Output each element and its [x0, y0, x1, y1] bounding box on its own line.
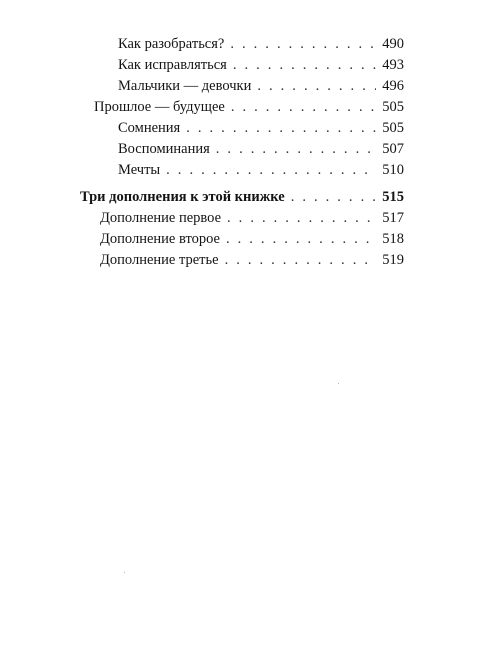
toc-entry-page-number: 505: [382, 120, 404, 136]
toc-entry-vospominaniya: [118, 139, 404, 159]
toc-entry-dopolnenie-trete: [100, 250, 404, 270]
toc-entry-page-number: 507: [382, 141, 404, 157]
toc-entry-page-number: 505: [382, 99, 404, 115]
toc-entry-mechty: [118, 160, 404, 180]
toc-section-title: Три дополнения к этой книжке: [80, 189, 285, 205]
toc-entry-malchiki-devochki: [118, 76, 404, 96]
toc-entry-page-number: 517: [382, 210, 404, 226]
dot-leader: [291, 187, 376, 207]
dot-leader: [226, 229, 376, 249]
toc-entry-title: Воспоминания: [118, 141, 210, 157]
toc-entry-proshloe-budushchee: [94, 97, 404, 117]
dot-leader: [231, 97, 376, 117]
dot-leader: [166, 160, 376, 180]
toc-entry-dopolnenie-vtoroe: [100, 229, 404, 249]
toc-entry-title: Дополнение второе: [100, 231, 220, 247]
toc-entry-title: Как разобраться?: [118, 36, 225, 52]
dot-leader: [186, 118, 376, 138]
toc-entry-title: Сомнения: [118, 120, 181, 136]
dot-leader: [230, 34, 376, 54]
toc-entry-page-number: 510: [382, 162, 404, 178]
paper-speck: [124, 572, 125, 573]
toc-entry-title: Прошлое — будущее: [94, 99, 225, 115]
toc-entry-kak-razobratsya: [118, 34, 404, 54]
toc-section-page-number: 515: [382, 189, 404, 205]
paper-speck: [338, 383, 339, 384]
toc-entry-title: Мечты: [118, 162, 161, 178]
dot-leader: [227, 208, 376, 228]
toc-entry-title: Мальчики — девочки: [118, 78, 252, 94]
dot-leader: [225, 250, 376, 270]
toc-entry-page-number: 496: [382, 78, 404, 94]
toc-entry-page-number: 518: [382, 231, 404, 247]
toc-entry-page-number: 490: [382, 36, 404, 52]
toc-entry-somneniya: [118, 118, 404, 138]
toc-entry-page-number: 493: [382, 57, 404, 73]
dot-leader: [233, 55, 376, 75]
dot-leader: [216, 139, 376, 159]
toc-entry-title: Дополнение первое: [100, 210, 222, 226]
dot-leader: [257, 76, 376, 96]
toc-entry-page-number: 519: [382, 252, 404, 268]
toc-entry-dopolnenie-pervoe: [100, 208, 404, 228]
toc-entry-title: Как исправляться: [118, 57, 227, 73]
toc-entry-title: Дополнение третье: [100, 252, 219, 268]
toc-section-tri-dopolneniya: [80, 187, 404, 207]
toc-entry-kak-ispravlyatsya: [118, 55, 404, 75]
